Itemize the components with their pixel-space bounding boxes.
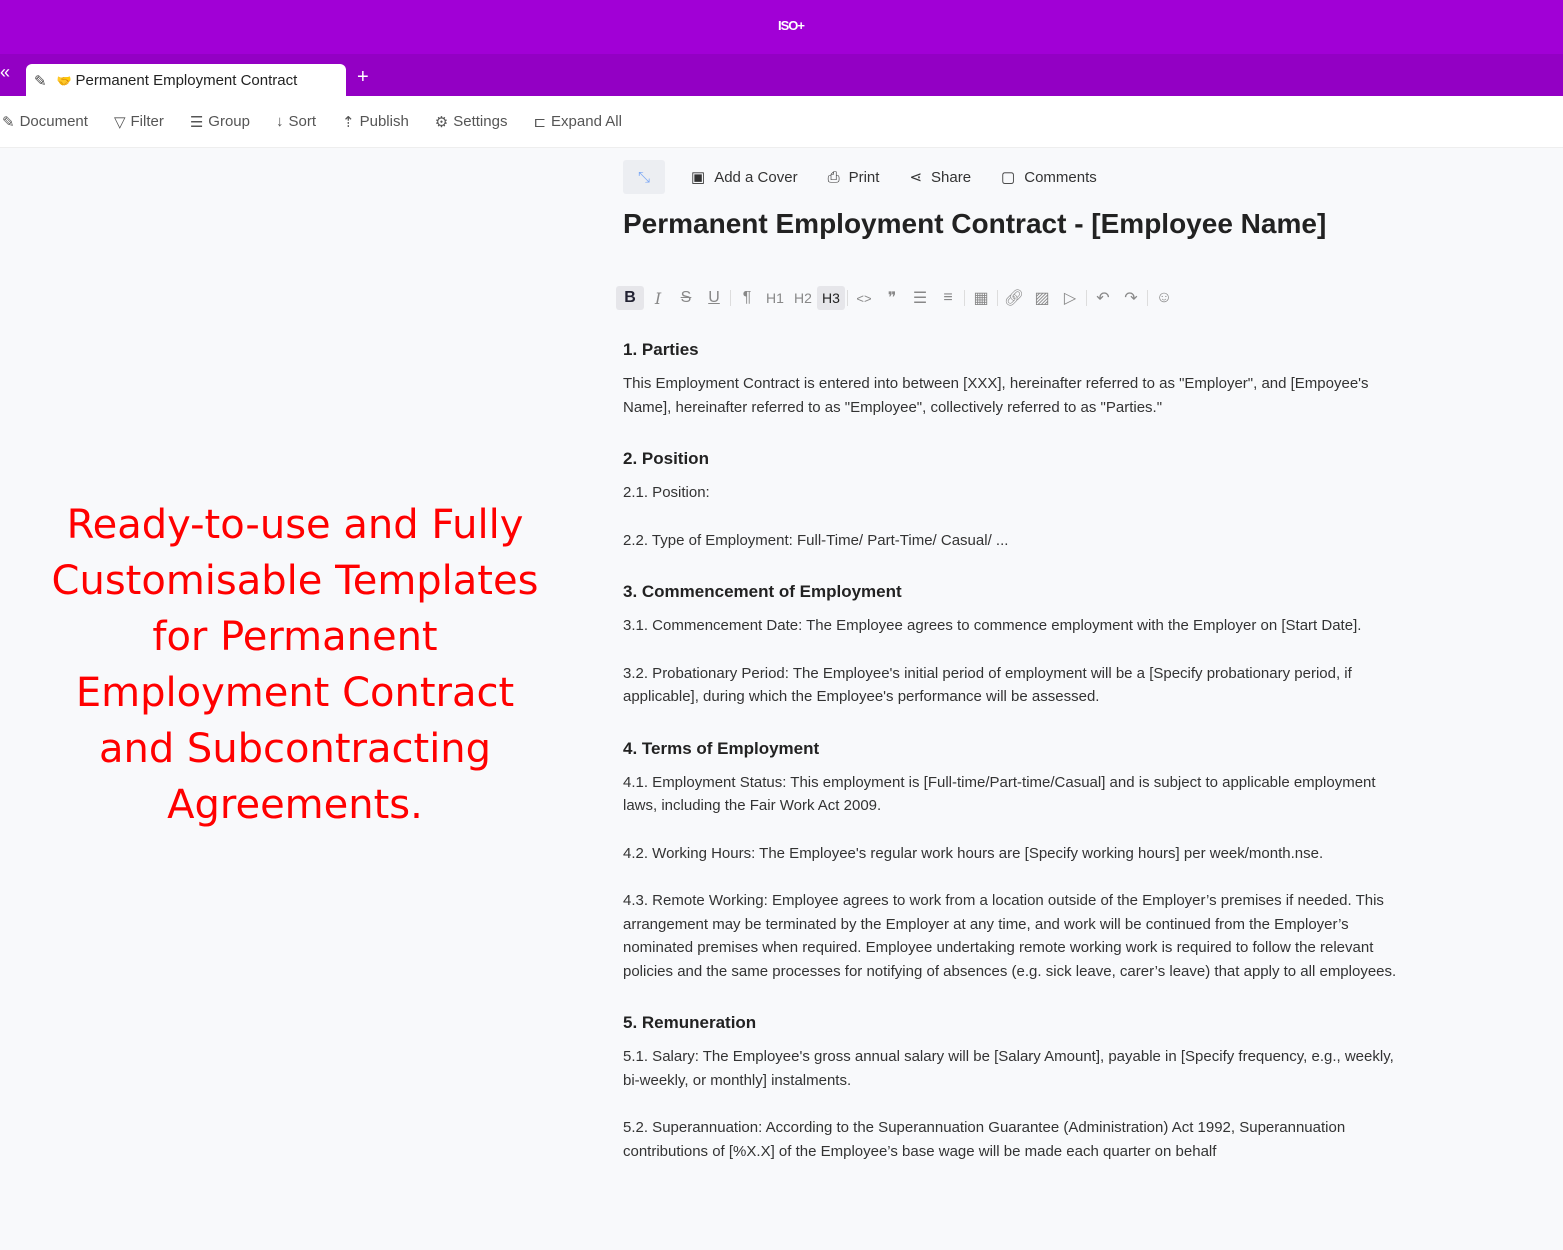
- paragraph: 5.1. Salary: The Employee's gross annual salary will be [Salary Amount], payable in [Specify frequency, e.g., weekly, bi-weekly, or monthly] instalments.: [623, 1048, 1394, 1089]
- group-icon: ☰: [189, 113, 204, 131]
- share-button[interactable]: ⋖ Share: [909, 168, 972, 186]
- document-body[interactable]: [623, 340, 1413, 1163]
- paragraph: 3.2. Probationary Period: The Employee's initial period of employment will be a [Specify probationary period, if applicable], during which the Employee's performance will be assessed.: [623, 664, 1352, 705]
- divider: [1147, 290, 1148, 306]
- link-icon[interactable]: 🔗︎: [1003, 290, 1025, 307]
- format-toolbar: [616, 286, 1413, 310]
- redo-icon[interactable]: ↷: [1124, 290, 1138, 307]
- comments-button[interactable]: ▢ Comments: [1001, 168, 1097, 186]
- section-heading: 4. Terms of Employment: [623, 738, 820, 758]
- undo-icon[interactable]: ↶: [1096, 290, 1110, 307]
- tree-icon: ⊏: [533, 113, 547, 131]
- printer-icon: ⎙: [827, 168, 840, 186]
- section: [623, 582, 1413, 709]
- section: [623, 739, 1413, 984]
- section-heading: 2. Position: [623, 449, 709, 468]
- bullet-list-icon[interactable]: ☰: [912, 290, 928, 307]
- ordered-list-icon[interactable]: ≡: [943, 289, 953, 306]
- bold-button[interactable]: B: [616, 286, 644, 310]
- divider: [847, 290, 848, 306]
- section-heading: 1. Parties: [623, 340, 699, 359]
- quote-button[interactable]: ❞: [887, 290, 897, 307]
- filter-icon: ▽: [113, 113, 126, 131]
- paragraph: 4.2. Working Hours: The Employee's regular work hours are [Specify working hours] per week/month.nse.: [623, 844, 1324, 862]
- document-title[interactable]: Permanent Employment Contract - [Employee Name]: [623, 208, 1327, 239]
- top-bar: [0, 0, 1563, 54]
- sort-button[interactable]: ↓ Sort: [276, 113, 317, 130]
- video-icon[interactable]: ▷: [1063, 290, 1077, 307]
- promo-text: Ready-to-use and Fully Customisable Templates for Permanent Employment Contract and Subcontracting Agreements.: [51, 502, 539, 828]
- h1-button[interactable]: H1: [766, 290, 784, 306]
- table-icon[interactable]: ▦: [973, 290, 989, 307]
- publish-button[interactable]: ⇡ Publish: [342, 113, 409, 131]
- new-tab-button[interactable]: +: [357, 66, 369, 88]
- strikethrough-button[interactable]: S: [680, 289, 692, 306]
- app-logo: ISO+: [778, 18, 804, 33]
- collapse-sidebar-icon[interactable]: «: [0, 62, 11, 82]
- section-heading: 5. Remuneration: [623, 1013, 757, 1032]
- paragraph-button[interactable]: ¶: [742, 289, 752, 306]
- section-heading: 3. Commencement of Employment: [623, 582, 902, 601]
- document-button[interactable]: ✎ Document: [2, 113, 88, 131]
- expand-icon: ⤡: [637, 168, 650, 186]
- emoji-icon[interactable]: ☺: [1155, 289, 1173, 306]
- section: [623, 340, 1413, 419]
- print-button[interactable]: ⎙ Print: [827, 168, 880, 186]
- divider: [730, 290, 731, 306]
- underline-button[interactable]: U: [708, 289, 720, 306]
- paragraph: 2.1. Position:: [623, 484, 710, 501]
- group-button[interactable]: ☰ Group: [189, 113, 250, 131]
- comment-icon: ▢: [1001, 169, 1016, 186]
- paragraph: 4.3. Remote Working: Employee agrees to work from a location outside of the Employer’s premises if needed. This arrangement may be terminated by the Employer at any time, and work will be continued from the Employer’s nominated premises when required. Employee undertaking remote working work is required to follow the relevant policies and the same processes for notifying of absences (e.g. sick leave, carer’s leave) that apply to all employees.: [623, 892, 1397, 980]
- edit-icon: ✎: [2, 113, 15, 131]
- share-icon: ⋖: [909, 169, 923, 186]
- code-button[interactable]: <>: [856, 290, 872, 306]
- divider: [1086, 290, 1087, 306]
- add-cover-button[interactable]: ▣ Add a Cover: [691, 168, 798, 186]
- sort-icon: ↓: [276, 113, 284, 130]
- paragraph: 5.2. Superannuation: According to the Superannuation Guarantee (Administration) Act 1992, Superannuation contributions of [%X.X] of the Employee’s base wage will be made each quarter on behalf: [623, 1119, 1346, 1160]
- section: [623, 1013, 1413, 1163]
- h2-button[interactable]: H2: [794, 290, 812, 306]
- expand-all-button[interactable]: ⊏ Expand All: [533, 113, 622, 131]
- tab-document[interactable]: [26, 64, 346, 97]
- paragraph: This Employment Contract is entered into between [XXX], hereinafter referred to as "Employer", and [Empoyee's Name], hereinafter referred to as "Employee", collectively referred to as "Parties.": [623, 375, 1369, 416]
- expand-button[interactable]: [623, 160, 665, 194]
- paragraph: 3.1. Commencement Date: The Employee agrees to commence employment with the Employer on [Start Date].: [623, 617, 1362, 634]
- document-editor: [623, 160, 1413, 1187]
- document-emoji-icon: 🤝: [56, 73, 72, 88]
- cloud-upload-icon: ⇡: [342, 113, 355, 131]
- gear-icon: ⚙: [434, 113, 449, 131]
- paragraph: 2.2. Type of Employment: Full-Time/ Part-Time/ Casual/ ...: [623, 531, 1009, 549]
- paragraph: 4.1. Employment Status: This employment is [Full-time/Part-time/Casual] and is subject to applicable employment laws, including the Fair Work Act 2009.: [623, 773, 1376, 814]
- main-toolbar: [0, 96, 1563, 148]
- divider: [997, 290, 998, 306]
- italic-button[interactable]: I: [654, 288, 662, 308]
- settings-button[interactable]: ⚙ Settings: [434, 113, 508, 131]
- section: [623, 449, 1413, 552]
- edit-icon: ✎: [34, 72, 47, 90]
- divider: [964, 290, 965, 306]
- image-icon: ▣: [691, 169, 706, 186]
- tab-title: Permanent Employment Contract: [75, 72, 298, 89]
- filter-button[interactable]: ▽ Filter: [113, 113, 164, 131]
- h3-button[interactable]: H3: [817, 286, 845, 310]
- image-icon[interactable]: ▨: [1034, 290, 1050, 307]
